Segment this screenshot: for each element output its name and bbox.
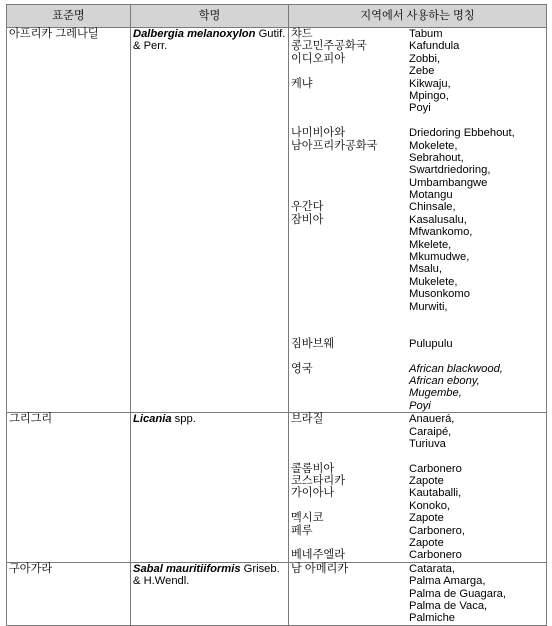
local-name: Musonkomo: [409, 288, 470, 301]
scientific-name-genus-species: Dalbergia melanoxylon: [133, 28, 256, 40]
local-name: Chinsale,: [409, 201, 456, 214]
scientific-name-author: spp.: [171, 413, 196, 426]
region-label: [291, 500, 409, 512]
region-label: [291, 152, 409, 164]
local-name: Kasalusalu,: [409, 213, 467, 226]
local-name: Zapote: [409, 512, 444, 525]
local-name-list: [409, 28, 544, 115]
region-label: 케냐: [291, 77, 313, 90]
local-name: Zebe: [409, 65, 435, 78]
region-label: [291, 164, 409, 176]
local-name: Zapote: [409, 475, 444, 488]
region-block: [291, 563, 544, 625]
region-label: [291, 301, 409, 313]
region-label: [291, 400, 409, 412]
header-scientific-name: 학명: [131, 5, 289, 28]
header-local-names: 지역에서 사용하는 명칭: [289, 5, 547, 28]
local-name: African ebony,: [409, 374, 480, 387]
local-name: Murwiti,: [409, 300, 448, 313]
local-name: Mpingo,: [409, 89, 449, 102]
scientific-name-author: Griseb.: [240, 562, 280, 575]
local-name-list: [409, 338, 544, 350]
region-label: 남아프리카공화국: [291, 139, 378, 152]
region-label: 잠비아: [291, 213, 324, 226]
region-label: 콜롬비아: [291, 462, 335, 475]
region-block: [291, 413, 544, 450]
header-standard-name: 표준명: [7, 5, 131, 28]
local-name: Palma de Vaca,: [409, 599, 488, 612]
region-label: 콩고민주공화국: [291, 40, 367, 53]
region-label: [291, 612, 409, 624]
region-label: 우간다: [291, 201, 324, 214]
region-label: [291, 276, 409, 288]
local-name: Konoko,: [409, 499, 451, 512]
local-name: Msalu,: [409, 263, 442, 276]
region-label: [291, 90, 409, 102]
region-block: [291, 28, 544, 115]
region-label: 가이아나: [291, 487, 335, 500]
local-name: Pulupulu: [409, 337, 453, 350]
local-name: Palma de Guagara,: [409, 587, 507, 600]
local-name-list: [409, 363, 544, 413]
region-block: [291, 463, 544, 562]
region-label: 베네주엘라: [291, 549, 346, 562]
region-spacer: [291, 450, 544, 462]
region-label: [291, 387, 409, 399]
region-names: [291, 338, 409, 350]
region-label: 브라질: [291, 413, 324, 426]
local-name: Sebrahout,: [409, 151, 464, 164]
region-names: [291, 563, 409, 625]
region-label: [291, 102, 409, 114]
region-names: [291, 363, 409, 413]
region-label: [291, 65, 409, 77]
local-name: Zobbi,: [409, 52, 441, 65]
region-names: [291, 463, 409, 562]
local-name: Mukelete,: [409, 275, 458, 288]
region-label: 남 아메리카: [291, 562, 349, 575]
region-label: [291, 313, 409, 325]
region-label: [291, 239, 409, 251]
standard-name-cell: 아프리카 그레나딜: [7, 28, 131, 413]
region-label: [291, 426, 409, 438]
region-names: [291, 413, 409, 450]
local-name: Swartdriedoring,: [409, 164, 491, 177]
region-label: 짐바브웨: [291, 337, 335, 350]
region-label: [291, 251, 409, 263]
region-spacer: [291, 115, 544, 127]
local-name: Driedoring Ebbehout,: [409, 127, 515, 140]
local-name: Mkelete,: [409, 238, 452, 251]
local-name-list: [409, 563, 544, 625]
local-name: Carbonero: [409, 549, 462, 562]
table-row: [7, 562, 547, 625]
local-name: Zapote: [409, 537, 444, 550]
local-name: Mfwankomo,: [409, 226, 473, 239]
local-name: Mokelete,: [409, 139, 458, 152]
table-body: [7, 28, 547, 626]
region-label: [291, 600, 409, 612]
region-label: [291, 575, 409, 587]
local-name: Palma Amarga,: [409, 575, 486, 588]
local-name: Kautaballi,: [409, 487, 462, 500]
local-name: Turiuva: [409, 437, 446, 450]
scientific-name-author: Gutif.: [255, 28, 286, 40]
local-name: Umbambangwe: [409, 176, 488, 189]
local-name: Mkumudwe,: [409, 251, 470, 264]
local-name: Tabum: [409, 28, 443, 40]
scientific-name-cell: [131, 562, 289, 625]
document-page: [6, 4, 546, 626]
local-names-cell: [289, 413, 547, 563]
scientific-name-cell: [131, 28, 289, 413]
standard-name-cell: 그리그리: [7, 413, 131, 563]
region-label: 이디오피아: [291, 52, 346, 65]
region-label: 나미비아와: [291, 127, 346, 140]
region-label: 멕시코: [291, 512, 324, 525]
local-name: Carbonero: [409, 462, 462, 475]
region-label: [291, 288, 409, 300]
region-spacer: [291, 350, 544, 362]
region-label: [291, 438, 409, 450]
table-row: [7, 28, 547, 413]
local-names-cell: [289, 562, 547, 625]
local-name-list: [409, 413, 544, 450]
region-label: 페루: [291, 524, 313, 537]
local-name: Catarata,: [409, 562, 456, 575]
region-label: [291, 588, 409, 600]
region-label: 챠드: [291, 28, 313, 40]
region-label: [291, 226, 409, 238]
local-name: Caraipé,: [409, 425, 452, 438]
table-header-row: [7, 5, 547, 28]
region-block: [291, 338, 544, 350]
local-name-list: [409, 463, 544, 562]
local-name: [409, 313, 544, 325]
region-names: [291, 127, 409, 325]
region-block: [291, 127, 544, 325]
local-name-list: [409, 127, 544, 325]
region-label: [291, 537, 409, 549]
local-name: Carbonero,: [409, 524, 465, 537]
local-name: Poyi: [409, 102, 431, 115]
scientific-name-genus-species: Sabal mauritiiformis: [133, 562, 241, 575]
table-row: [7, 413, 547, 563]
region-spacer: [291, 325, 544, 337]
local-name: African blackwood,: [409, 362, 503, 375]
region-block: [291, 363, 544, 413]
scientific-name-genus-species: Licania: [133, 413, 172, 426]
local-names-cell: [289, 28, 547, 413]
region-label: [291, 263, 409, 275]
scientific-name-author-continued: & Perr.: [133, 40, 168, 53]
scientific-name-author-continued: & H.Wendl.: [133, 575, 190, 588]
region-label: 영국: [291, 362, 313, 375]
local-name: Kafundula: [409, 40, 460, 53]
region-label: [291, 189, 409, 201]
species-table: [6, 4, 547, 626]
scientific-name-cell: [131, 413, 289, 563]
region-names: [291, 28, 409, 115]
local-name: Motangu: [409, 189, 453, 202]
region-label: [291, 177, 409, 189]
local-name: Mugembe,: [409, 387, 462, 400]
local-name: Palmiche: [409, 612, 456, 625]
standard-name-cell: 구아가라: [7, 562, 131, 625]
local-name: Anauerá,: [409, 413, 455, 426]
local-name: Kikwaju,: [409, 77, 451, 90]
region-label: [291, 375, 409, 387]
local-name: Poyi: [409, 399, 431, 412]
region-label: 코스타리카: [291, 475, 346, 488]
